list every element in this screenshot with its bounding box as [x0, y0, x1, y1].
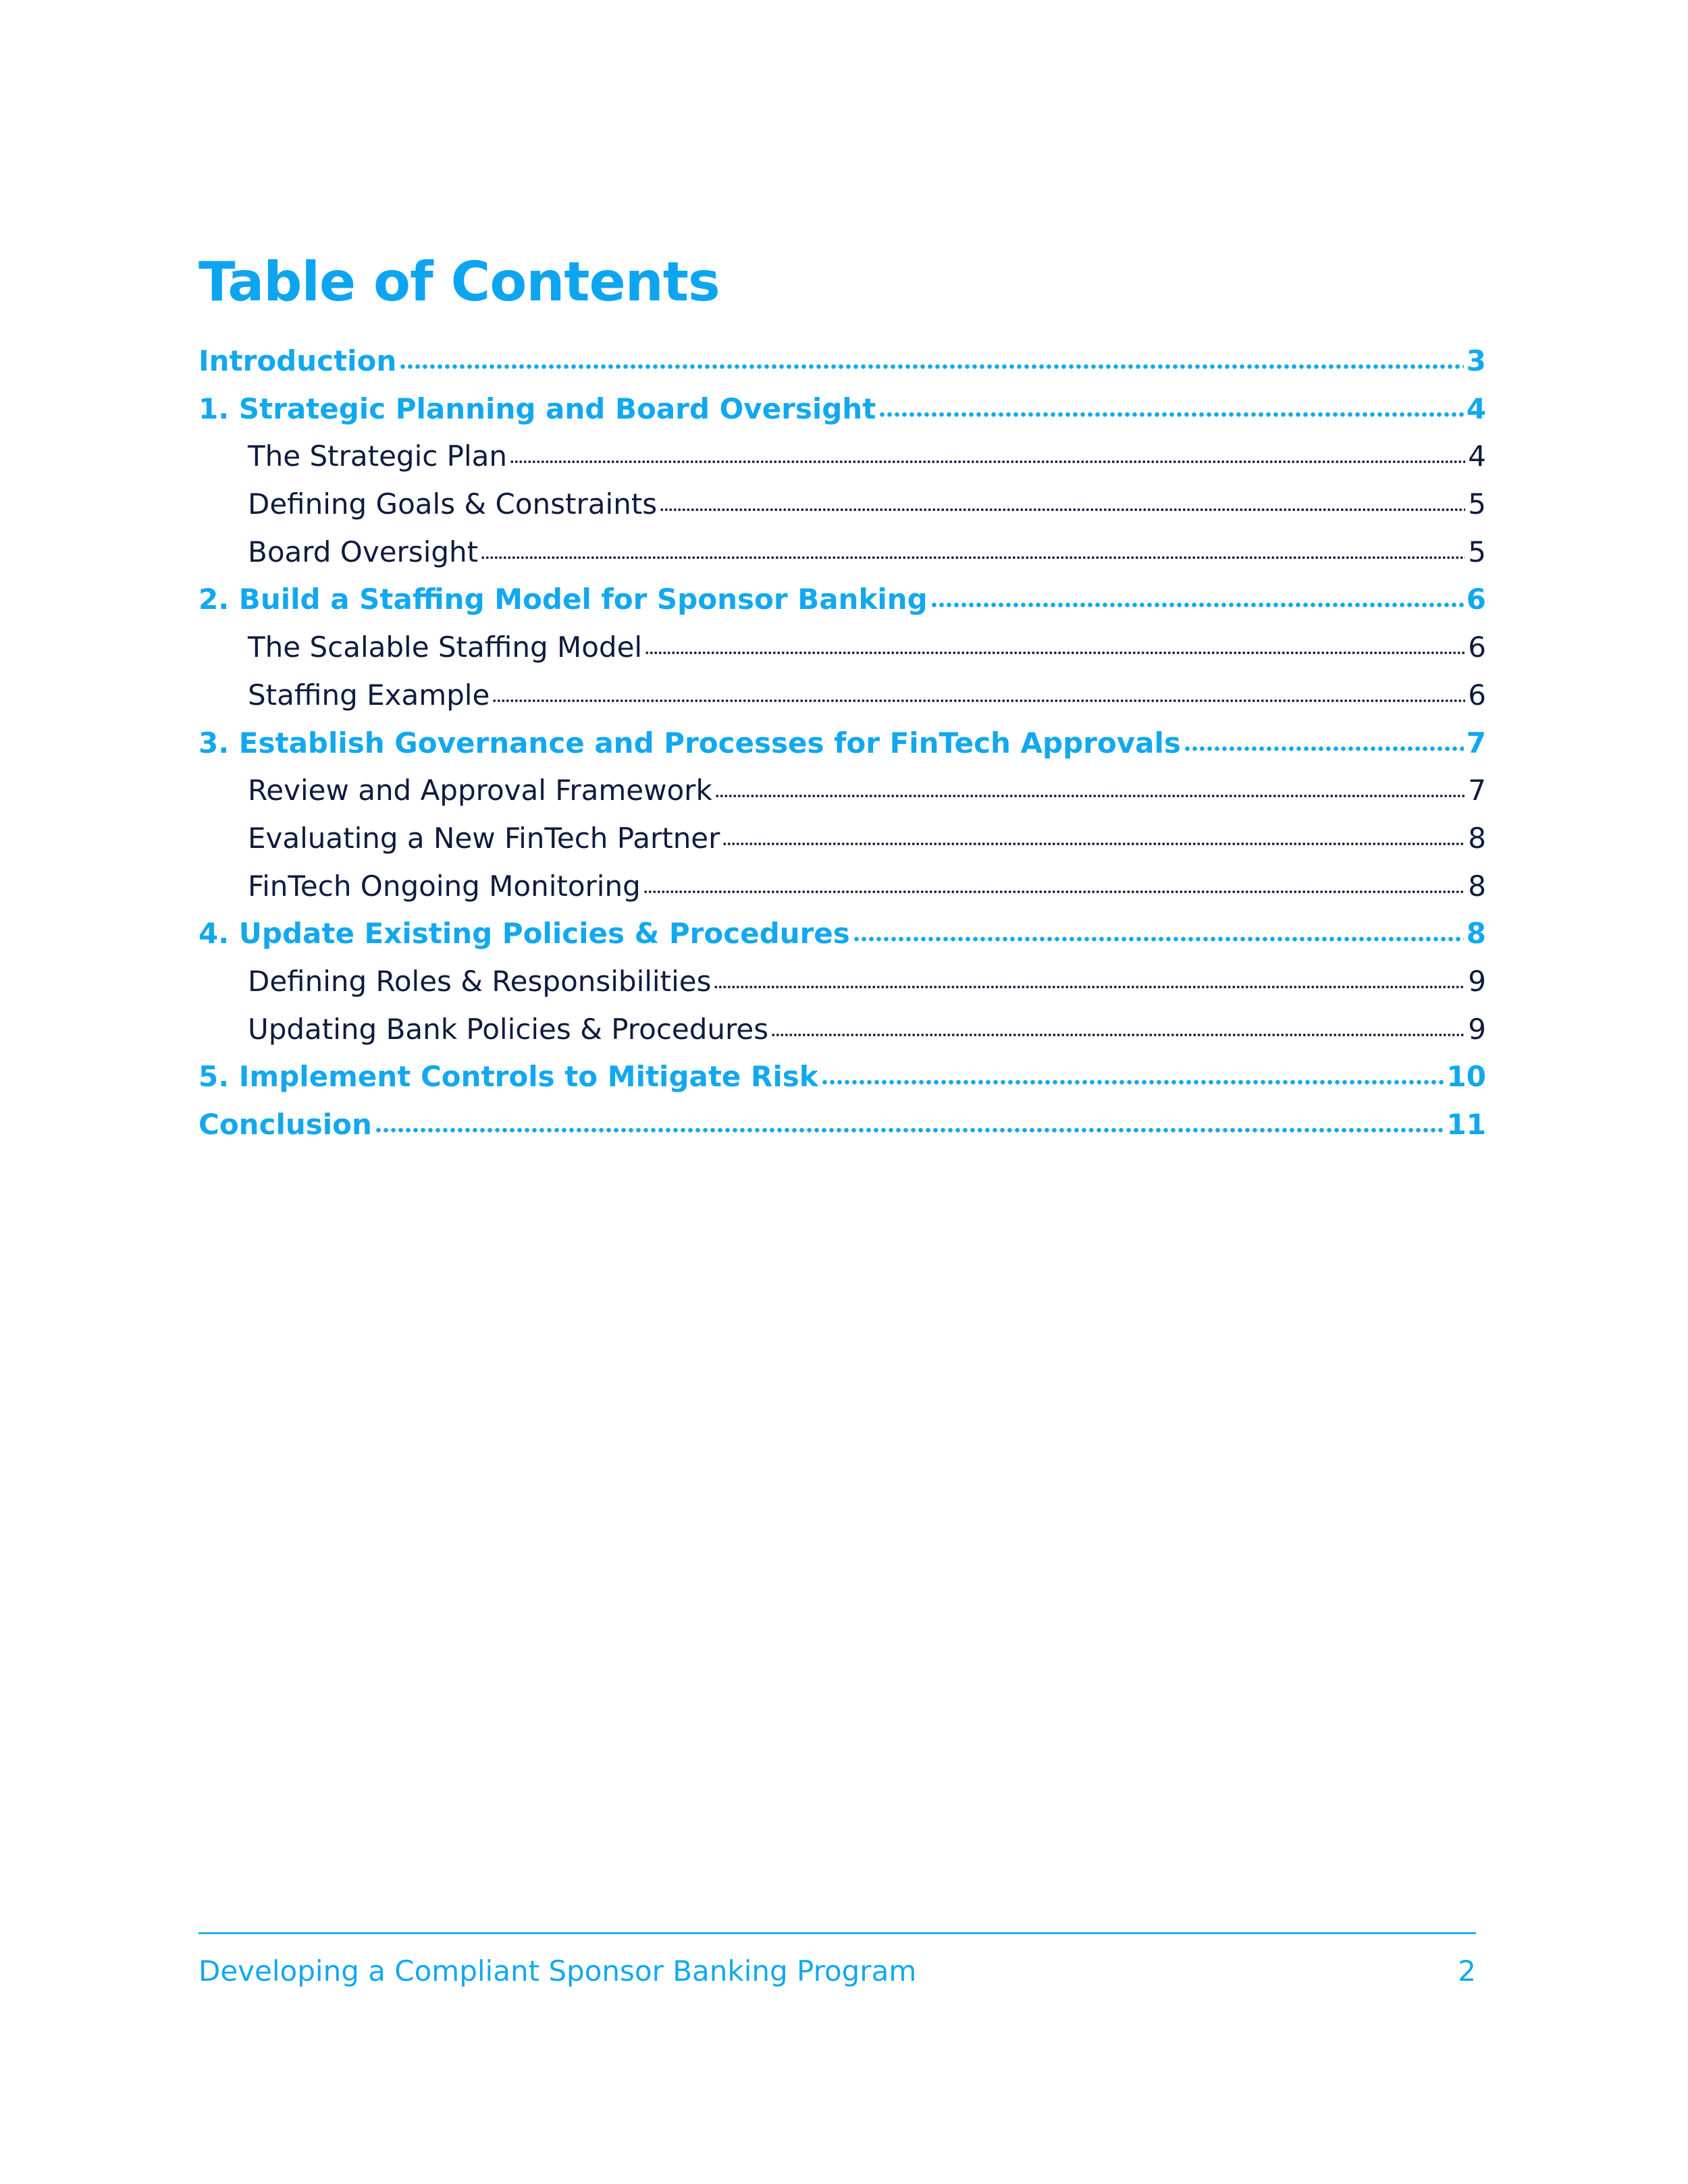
dot-leader [714, 983, 1465, 991]
toc-entry-page: 7 [1468, 774, 1486, 807]
toc-entry-label: 5. Implement Controls to Mitigate Risk [199, 1060, 818, 1094]
toc-subentry[interactable] [199, 672, 1486, 720]
toc-entry-label: Conclusion [199, 1108, 372, 1141]
toc-entry-page: 4 [1468, 440, 1486, 473]
dot-leader [722, 840, 1465, 848]
dot-leader [878, 410, 1463, 419]
footer-document-title: Developing a Compliant Sponsor Banking Program [199, 1954, 917, 1988]
toc-title: Table of Contents [199, 250, 720, 313]
toc-entry-page: 6 [1468, 678, 1486, 712]
toc-entry-page: 4 [1466, 392, 1486, 425]
toc-entry-label: FinTech Ongoing Monitoring [248, 869, 641, 903]
toc-entry-label: 3. Establish Governance and Processes for FinTech Approvals [199, 726, 1181, 760]
dot-leader [645, 649, 1465, 657]
toc-subentry[interactable] [199, 767, 1486, 815]
dot-leader [399, 363, 1464, 371]
toc-entry[interactable] [199, 338, 1486, 385]
dot-leader [643, 888, 1466, 896]
toc-entry-page: 9 [1468, 964, 1486, 998]
toc-subentry[interactable] [199, 863, 1486, 911]
toc-subentry[interactable] [199, 815, 1486, 863]
toc-subentry[interactable] [199, 958, 1486, 1006]
dot-leader [771, 1031, 1465, 1039]
toc-entry[interactable] [199, 910, 1486, 958]
toc-entry-page: 8 [1468, 869, 1486, 903]
toc-entry-page: 8 [1468, 821, 1486, 855]
toc-entry-page: 11 [1446, 1108, 1486, 1141]
toc-entry-label: Staffing Example [248, 678, 490, 712]
toc-entry-label: 1. Strategic Planning and Board Oversight [199, 392, 876, 425]
toc-entry-label: Evaluating a New FinTech Partner [248, 821, 720, 855]
toc-entry-page: 9 [1468, 1012, 1486, 1046]
toc-entry-page: 10 [1446, 1060, 1486, 1094]
toc-entry-page: 5 [1468, 535, 1486, 568]
toc-entry-label: The Scalable Staffing Model [248, 631, 643, 664]
toc-entry[interactable] [199, 1101, 1486, 1149]
dot-leader [510, 458, 1465, 466]
toc-entry-label: The Strategic Plan [248, 440, 508, 473]
dot-leader [492, 697, 1465, 705]
toc-entry-page: 6 [1468, 631, 1486, 664]
toc-entry[interactable] [199, 576, 1486, 624]
toc-subentry[interactable] [199, 433, 1486, 481]
dot-leader [821, 1078, 1444, 1086]
toc-subentry[interactable] [199, 529, 1486, 577]
toc-entry-page: 6 [1466, 583, 1486, 616]
toc-entry-label: Board Oversight [248, 535, 479, 568]
dot-leader [660, 506, 1465, 514]
toc-subentry[interactable] [199, 1006, 1486, 1054]
dot-leader [853, 935, 1464, 943]
dot-leader [375, 1126, 1444, 1134]
toc-entry-label: Updating Bank Policies & Procedures [248, 1012, 769, 1046]
footer-divider [199, 1932, 1476, 1934]
toc-entry-label: Defining Roles & Responsibilities [248, 964, 712, 998]
toc-subentry[interactable] [199, 481, 1486, 529]
toc-entry-page: 7 [1466, 726, 1486, 760]
dot-leader [1184, 745, 1464, 753]
toc-entry-label: Review and Approval Framework [248, 774, 712, 807]
footer-page-number: 2 [1458, 1954, 1476, 1988]
toc-entry[interactable] [199, 385, 1486, 433]
dot-leader [930, 601, 1464, 609]
dot-leader [715, 792, 1465, 800]
toc-subentry[interactable] [199, 624, 1486, 672]
dot-leader [481, 554, 1465, 562]
toc-entry[interactable] [199, 720, 1486, 768]
toc-entry-page: 8 [1466, 917, 1486, 951]
toc-entry[interactable] [199, 1053, 1486, 1101]
toc-entry-label: 2. Build a Staffing Model for Sponsor Banking [199, 583, 928, 616]
toc-entry-label: Introduction [199, 344, 397, 377]
toc-list [199, 338, 1486, 1149]
toc-entry-label: Defining Goals & Constraints [248, 487, 658, 521]
toc-entry-page: 5 [1468, 487, 1486, 521]
toc-entry-page: 3 [1466, 344, 1486, 377]
toc-entry-label: 4. Update Existing Policies & Procedures [199, 917, 850, 951]
